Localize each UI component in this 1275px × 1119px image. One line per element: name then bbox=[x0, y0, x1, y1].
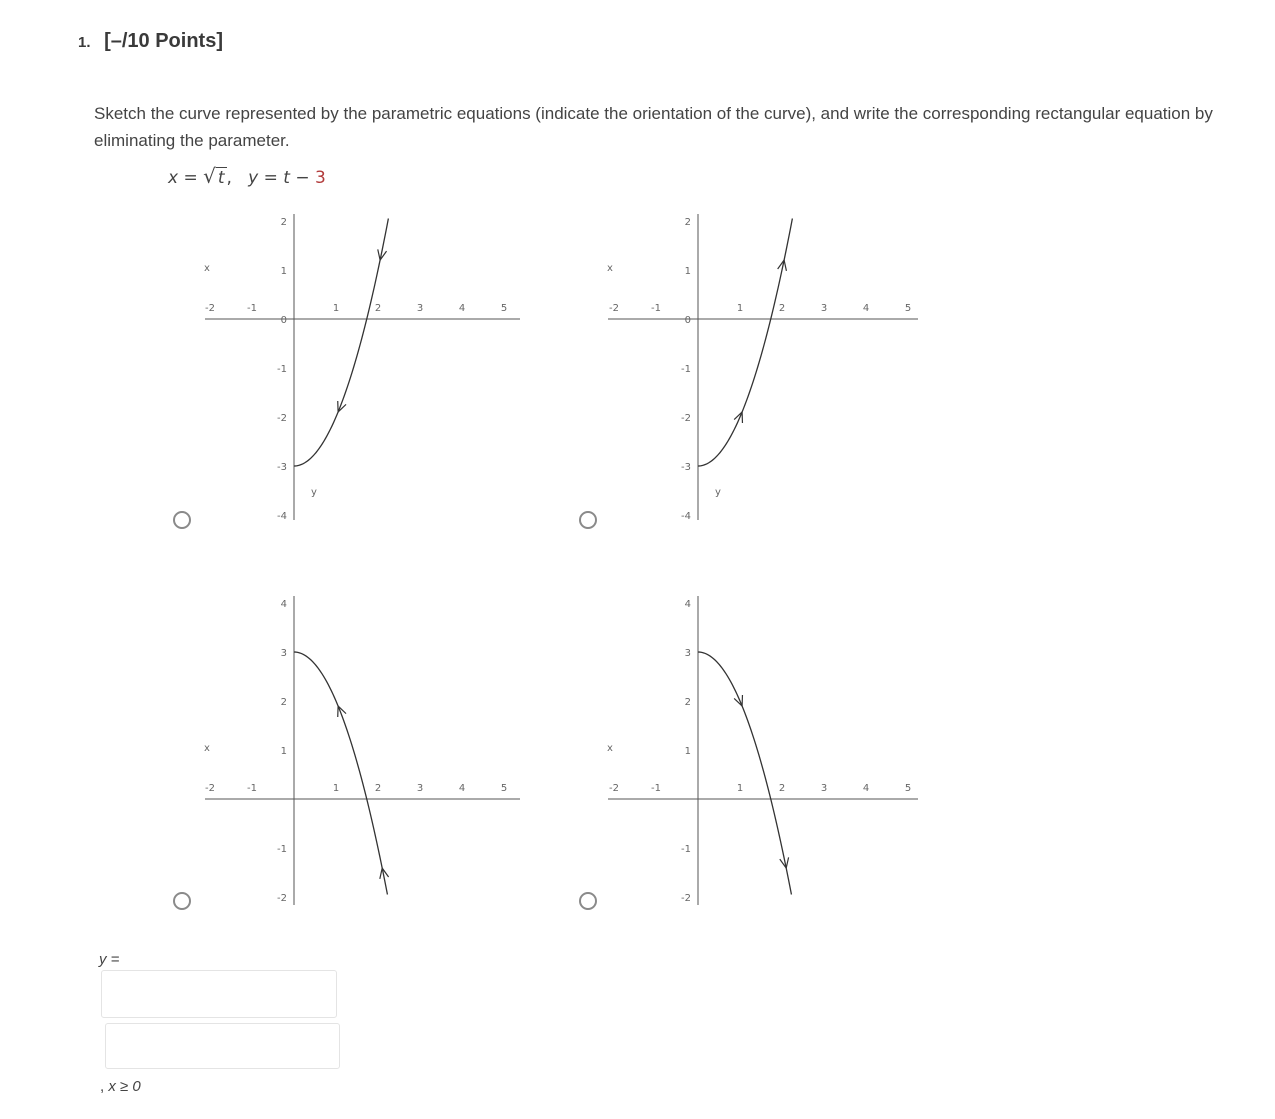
orientation-arrow bbox=[734, 695, 742, 706]
x-tick-label: 5 bbox=[904, 303, 912, 314]
y-tick-label: -1 bbox=[277, 364, 287, 375]
y-tick-label: -4 bbox=[681, 511, 691, 522]
x-tick-label: 4 bbox=[862, 783, 870, 794]
orientation-arrow bbox=[378, 249, 387, 260]
x-tick-label: 5 bbox=[904, 783, 912, 794]
y-tick-label: 1 bbox=[280, 746, 287, 757]
y-tick-label: -1 bbox=[277, 844, 287, 855]
question-header bbox=[78, 30, 223, 53]
x-axis-label: x bbox=[607, 743, 613, 754]
x-tick-label: -2 bbox=[205, 303, 215, 314]
x-axis-label: x bbox=[204, 263, 210, 274]
y-tick-label: 4 bbox=[280, 599, 287, 610]
x-tick-label: -1 bbox=[651, 783, 661, 794]
question-prompt: Sketch the curve represented by the parametric equations (indicate the orientation of the curve), and write the corresponding rectangular equation by eliminating the parameter. bbox=[94, 104, 1213, 150]
y-tick-label: -1 bbox=[681, 364, 691, 375]
curve-a bbox=[294, 219, 388, 466]
x-tick-label: 3 bbox=[820, 303, 828, 314]
x-tick-label: 2 bbox=[374, 303, 382, 314]
radio-option-c[interactable] bbox=[173, 892, 191, 910]
y-tick-label: 1 bbox=[684, 266, 691, 277]
y-axis-label: y bbox=[311, 487, 317, 498]
y-tick-label: -2 bbox=[681, 413, 691, 424]
y-tick-label: -1 bbox=[681, 844, 691, 855]
question-points: [–/10 Points] bbox=[104, 30, 223, 52]
orientation-arrow bbox=[734, 412, 742, 423]
y-tick-label: -3 bbox=[277, 462, 287, 473]
square-root bbox=[203, 164, 226, 188]
x-tick-label: 1 bbox=[332, 783, 340, 794]
radio-option-d[interactable] bbox=[579, 892, 597, 910]
orientation-arrow bbox=[380, 868, 389, 879]
radio-option-b[interactable] bbox=[579, 511, 597, 529]
answer-input-box[interactable] bbox=[101, 970, 337, 1018]
x-tick-label: 2 bbox=[778, 783, 786, 794]
y-tick-label: 3 bbox=[280, 648, 287, 659]
question-number: 1. bbox=[78, 34, 91, 51]
y-tick-label: 2 bbox=[684, 697, 691, 708]
x-tick-label: 4 bbox=[862, 303, 870, 314]
x-axis-label: x bbox=[204, 743, 210, 754]
radical-sign: √ bbox=[203, 164, 216, 188]
answer-label: y = bbox=[99, 951, 120, 968]
parametric-equations bbox=[168, 164, 326, 188]
curve-c bbox=[294, 652, 387, 895]
y-tick-label: 1 bbox=[684, 746, 691, 757]
answer-input[interactable] bbox=[102, 971, 336, 1017]
y-tick-label: 0 bbox=[684, 315, 691, 326]
x-tick-label: 4 bbox=[458, 303, 466, 314]
x-tick-label: 2 bbox=[374, 783, 382, 794]
orientation-arrow bbox=[778, 260, 787, 271]
x-tick-label: -1 bbox=[247, 783, 257, 794]
curve-d bbox=[698, 652, 791, 895]
domain-condition bbox=[100, 1078, 141, 1095]
y-tick-label: 0 bbox=[280, 315, 287, 326]
condition-comma: , bbox=[100, 1078, 105, 1095]
y-tick-label: -2 bbox=[681, 893, 691, 904]
y-tick-label: -4 bbox=[277, 511, 287, 522]
x-tick-label: 3 bbox=[416, 303, 424, 314]
x-tick-label: 1 bbox=[736, 783, 744, 794]
equation-y-constant: 3 bbox=[315, 168, 326, 188]
y-tick-label: -2 bbox=[277, 893, 287, 904]
y-axis-label: y bbox=[715, 487, 721, 498]
x-axis-label: x bbox=[607, 263, 613, 274]
y-tick-label: -2 bbox=[277, 413, 287, 424]
x-tick-label: 5 bbox=[500, 303, 508, 314]
x-tick-label: 2 bbox=[778, 303, 786, 314]
y-tick-label: 3 bbox=[684, 648, 691, 659]
x-tick-label: 4 bbox=[458, 783, 466, 794]
x-tick-label: 3 bbox=[416, 783, 424, 794]
x-tick-label: 5 bbox=[500, 783, 508, 794]
y-tick-label: 2 bbox=[280, 697, 287, 708]
orientation-arrow bbox=[780, 857, 789, 868]
x-tick-label: 1 bbox=[332, 303, 340, 314]
y-tick-label: -3 bbox=[681, 462, 691, 473]
curve-b bbox=[698, 219, 792, 466]
radio-option-a[interactable] bbox=[173, 511, 191, 529]
x-tick-label: -1 bbox=[247, 303, 257, 314]
x-tick-label: 3 bbox=[820, 783, 828, 794]
orientation-arrow bbox=[338, 706, 346, 717]
radicand: t bbox=[217, 168, 225, 188]
x-tick-label: -1 bbox=[651, 303, 661, 314]
y-tick-label: 4 bbox=[684, 599, 691, 610]
equation-separator: , bbox=[226, 168, 232, 188]
x-tick-label: -2 bbox=[205, 783, 215, 794]
equation-x-prefix: x = bbox=[168, 168, 204, 188]
orientation-arrow bbox=[338, 401, 346, 412]
equation-y-lhs: y = t − bbox=[248, 168, 316, 188]
y-tick-label: 1 bbox=[280, 266, 287, 277]
x-tick-label: 1 bbox=[736, 303, 744, 314]
y-tick-label: 2 bbox=[684, 217, 691, 228]
x-tick-label: -2 bbox=[609, 303, 619, 314]
condition-text: x ≥ 0 bbox=[108, 1078, 141, 1095]
y-tick-label: 2 bbox=[280, 217, 287, 228]
x-tick-label: -2 bbox=[609, 783, 619, 794]
answer-secondary-box[interactable] bbox=[105, 1023, 340, 1069]
